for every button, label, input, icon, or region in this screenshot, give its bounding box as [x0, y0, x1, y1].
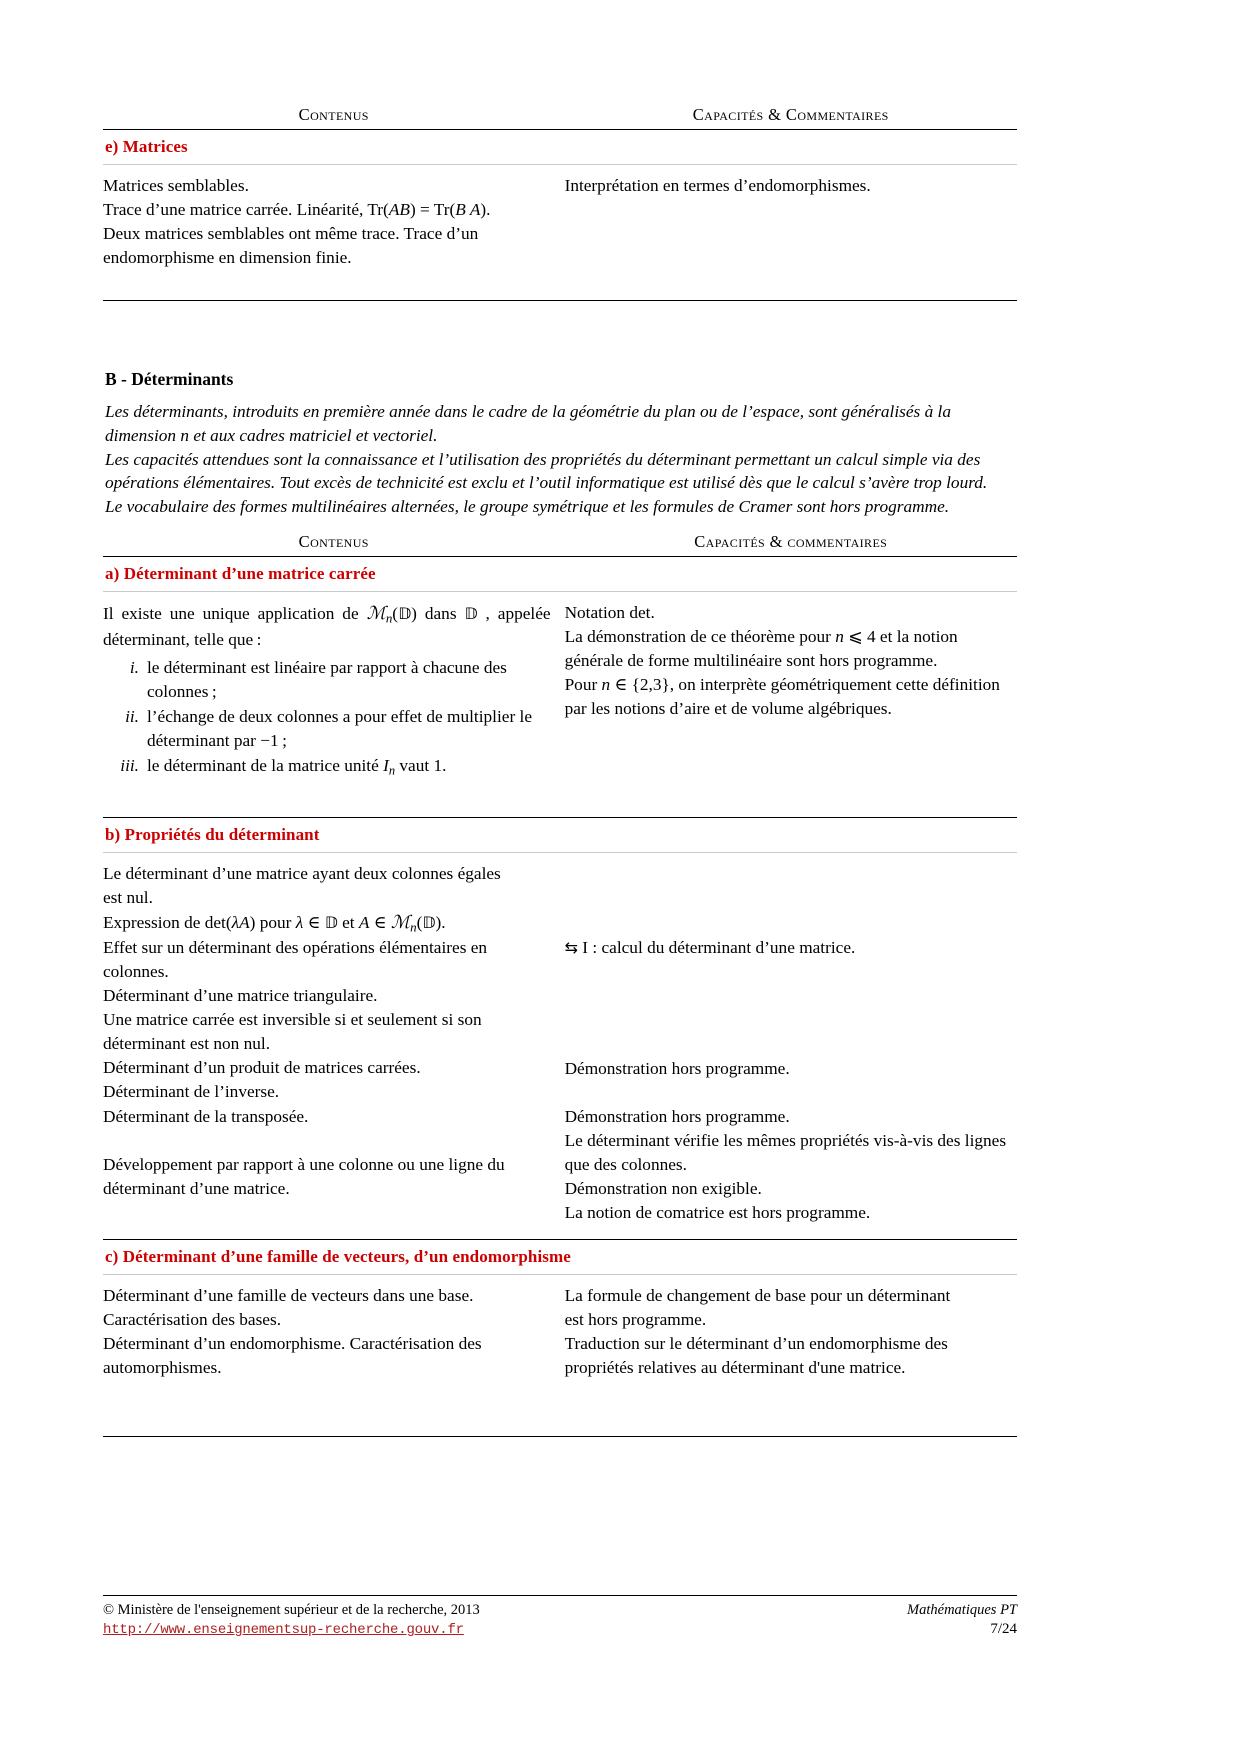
- section-a-item-list: [103, 656, 551, 780]
- list-item-text: le déterminant de la matrice unité $I_n$ vaut 1.: [147, 755, 447, 778]
- arrow-line-text: I : calcul du déterminant d’une matrice.: [582, 937, 856, 957]
- section-title-a-determinant-matrice-carree: a) Déterminant d’une matrice carrée: [105, 564, 376, 584]
- list-item-marker: i.: [129, 657, 139, 677]
- text-line: Une matrice carrée est inversible si et seulement si son: [103, 1010, 482, 1030]
- section-c-capacites: [565, 1284, 1017, 1380]
- text-line: Déterminant d’un endomorphisme. Caractérisation des: [103, 1334, 482, 1354]
- text-paragraph: Le déterminant vérifie les mêmes propriétés vis-à-vis des lignes que des colonnes.: [564, 1131, 1007, 1175]
- intro-paragraph: Le vocabulaire des formes multilinéaires alternées, le groupe symétrique et les formules de Cramer sont hors programme.: [105, 497, 950, 517]
- section-title-b-proprietes-determinant: b) Propriétés du déterminant: [105, 824, 320, 844]
- section-b-capacites: [565, 862, 1017, 1226]
- text-line: Déterminant d’un produit de matrices carrées.: [103, 1058, 421, 1078]
- section-b-body: [103, 853, 1017, 1226]
- section-c-contenus: [103, 1284, 565, 1380]
- text-line: Traduction sur le déterminant d’un endomorphisme des: [564, 1334, 948, 1354]
- text-line: Notation det.: [564, 603, 655, 623]
- list-item-marker: iii.: [120, 755, 139, 775]
- text-line: Expression de det(λA) pour λ ∈ 𝔻 et A ∈ ℳ$_n$(𝔻).: [103, 911, 446, 935]
- text-line: La notion de comatrice est hors programme.: [564, 1203, 871, 1223]
- text-line: Déterminant de la transposée.: [103, 1106, 309, 1126]
- text-line: automorphismes.: [103, 1358, 222, 1378]
- intro-paragraph: Les capacités attendues sont la connaissance et l’utilisation des propriétés du déterminant permettant un calcul simple via des opérations élémentaires. Tout excès de technicité est exclu et l’outil informatique est utilisé dès que le calcul s’avère trop lourd.: [105, 449, 988, 493]
- section-a-capacites: [565, 601, 1017, 721]
- column-headers-top: [103, 105, 1017, 129]
- section-title-e-matrices: e) Matrices: [105, 137, 188, 156]
- exchange-arrow-icon: ⇆: [564, 937, 578, 957]
- footer-page-number: 7/24: [990, 1621, 1017, 1637]
- text-paragraph: Développement par rapport à une colonne ou une ligne du déterminant d’une matrice.: [103, 1155, 505, 1199]
- text-line: Déterminant d’une matrice triangulaire.: [103, 986, 378, 1006]
- list-item-text: l’échange de deux colonnes a pour effet de multiplier le déterminant par −1 ;: [147, 706, 532, 750]
- footer-copyright: © Ministère de l'enseignement supérieur et de la recherche, 2013: [103, 1602, 480, 1618]
- section-e-capacites: [565, 174, 1017, 198]
- text-line: Déterminant de l’inverse.: [103, 1082, 280, 1102]
- list-item-text: le déterminant est linéaire par rapport à chacune des colonnes ;: [147, 657, 507, 701]
- section-title-c-determinant-famille-vecteurs: c) Déterminant d’une famille de vecteurs, d’un endomorphisme: [105, 1247, 571, 1267]
- text-line: est nul.: [103, 887, 153, 907]
- text-line: Effet sur un déterminant des opérations élémentaires en: [103, 938, 488, 958]
- column-header-capacites: Capacités & commentaires: [694, 532, 888, 552]
- text-line: Trace d’une matrice carrée. Linéarité, Tr(AB) = Tr(B A).: [103, 200, 491, 220]
- list-item: [103, 754, 551, 780]
- text-line-arrow: [565, 936, 1017, 960]
- column-header-capacites: Capacités & Commentaires: [692, 105, 889, 124]
- text-line: colonnes.: [103, 962, 169, 982]
- text-line: est hors programme.: [564, 1310, 707, 1330]
- section-a-body: [103, 592, 1017, 781]
- text-line: Interprétation en termes d’endomorphismes.: [564, 176, 871, 195]
- section-heading-B: B - Déterminants: [105, 369, 234, 390]
- list-item: [103, 705, 551, 753]
- section-e-body: [103, 165, 1017, 270]
- footer-url-link[interactable]: http://www.enseignementsup-recherche.gouv.fr: [103, 1622, 464, 1638]
- text-line: Caractérisation des bases.: [103, 1310, 282, 1330]
- intro-paragraph: Les déterminants, introduits en première année dans le cadre de la géométrie du plan ou de l’espace, sont généralisés à la dimension n et aux cadres matriciel et vectoriel.: [105, 402, 951, 445]
- text-paragraph: Pour n ∈ {2,3}, on interprète géométriquement cette définition par les notions d’aire et de volume algébriques.: [564, 675, 1000, 719]
- section-e-contenus: [103, 174, 565, 270]
- text-paragraph: La démonstration de ce théorème pour n ⩽ 4 et la notion générale de forme multilinéaire sont hors programme.: [564, 627, 958, 671]
- text-line: Démonstration hors programme.: [564, 1058, 790, 1078]
- section-B-intro: [103, 394, 1017, 519]
- column-header-contenus: Contenus: [298, 532, 369, 552]
- text-line: Matrices semblables.: [103, 176, 249, 195]
- list-item-marker: ii.: [125, 706, 139, 726]
- page-footer: [103, 1595, 1017, 1638]
- text-line: Démonstration hors programme.: [564, 1107, 790, 1127]
- text-line: Déterminant d’une famille de vecteurs dans une base.: [103, 1286, 474, 1306]
- text-line: Deux matrices semblables ont même trace. Trace d’un: [103, 224, 479, 244]
- column-headers-mid: [103, 532, 1017, 556]
- section-c-body: [103, 1275, 1017, 1380]
- section-b-contenus: [103, 862, 565, 1202]
- footer-row-top: [103, 1596, 1017, 1619]
- footer-row-bottom: [103, 1619, 1017, 1638]
- text-line: endomorphisme en dimension finie.: [103, 248, 352, 268]
- section-a-contenus: [103, 601, 565, 781]
- footer-subject: Mathématiques PT: [907, 1602, 1017, 1618]
- text-line: propriétés relatives au déterminant d'une matrice.: [564, 1358, 906, 1378]
- column-header-contenus: Contenus: [298, 105, 369, 124]
- text-paragraph: Il existe une unique application de ℳ$_n$(𝔻) dans 𝔻 , appelée déterminant, telle que :: [103, 603, 551, 649]
- section-c-bottom-rule: [103, 1436, 1017, 1437]
- text-line: Le déterminant d’une matrice ayant deux colonnes égales: [103, 863, 501, 883]
- list-item: [103, 656, 551, 704]
- text-line: Démonstration non exigible.: [564, 1179, 762, 1199]
- text-line: La formule de changement de base pour un déterminant: [564, 1286, 951, 1306]
- text-line: déterminant est non nul.: [103, 1034, 271, 1054]
- document-page: [103, 0, 1017, 1754]
